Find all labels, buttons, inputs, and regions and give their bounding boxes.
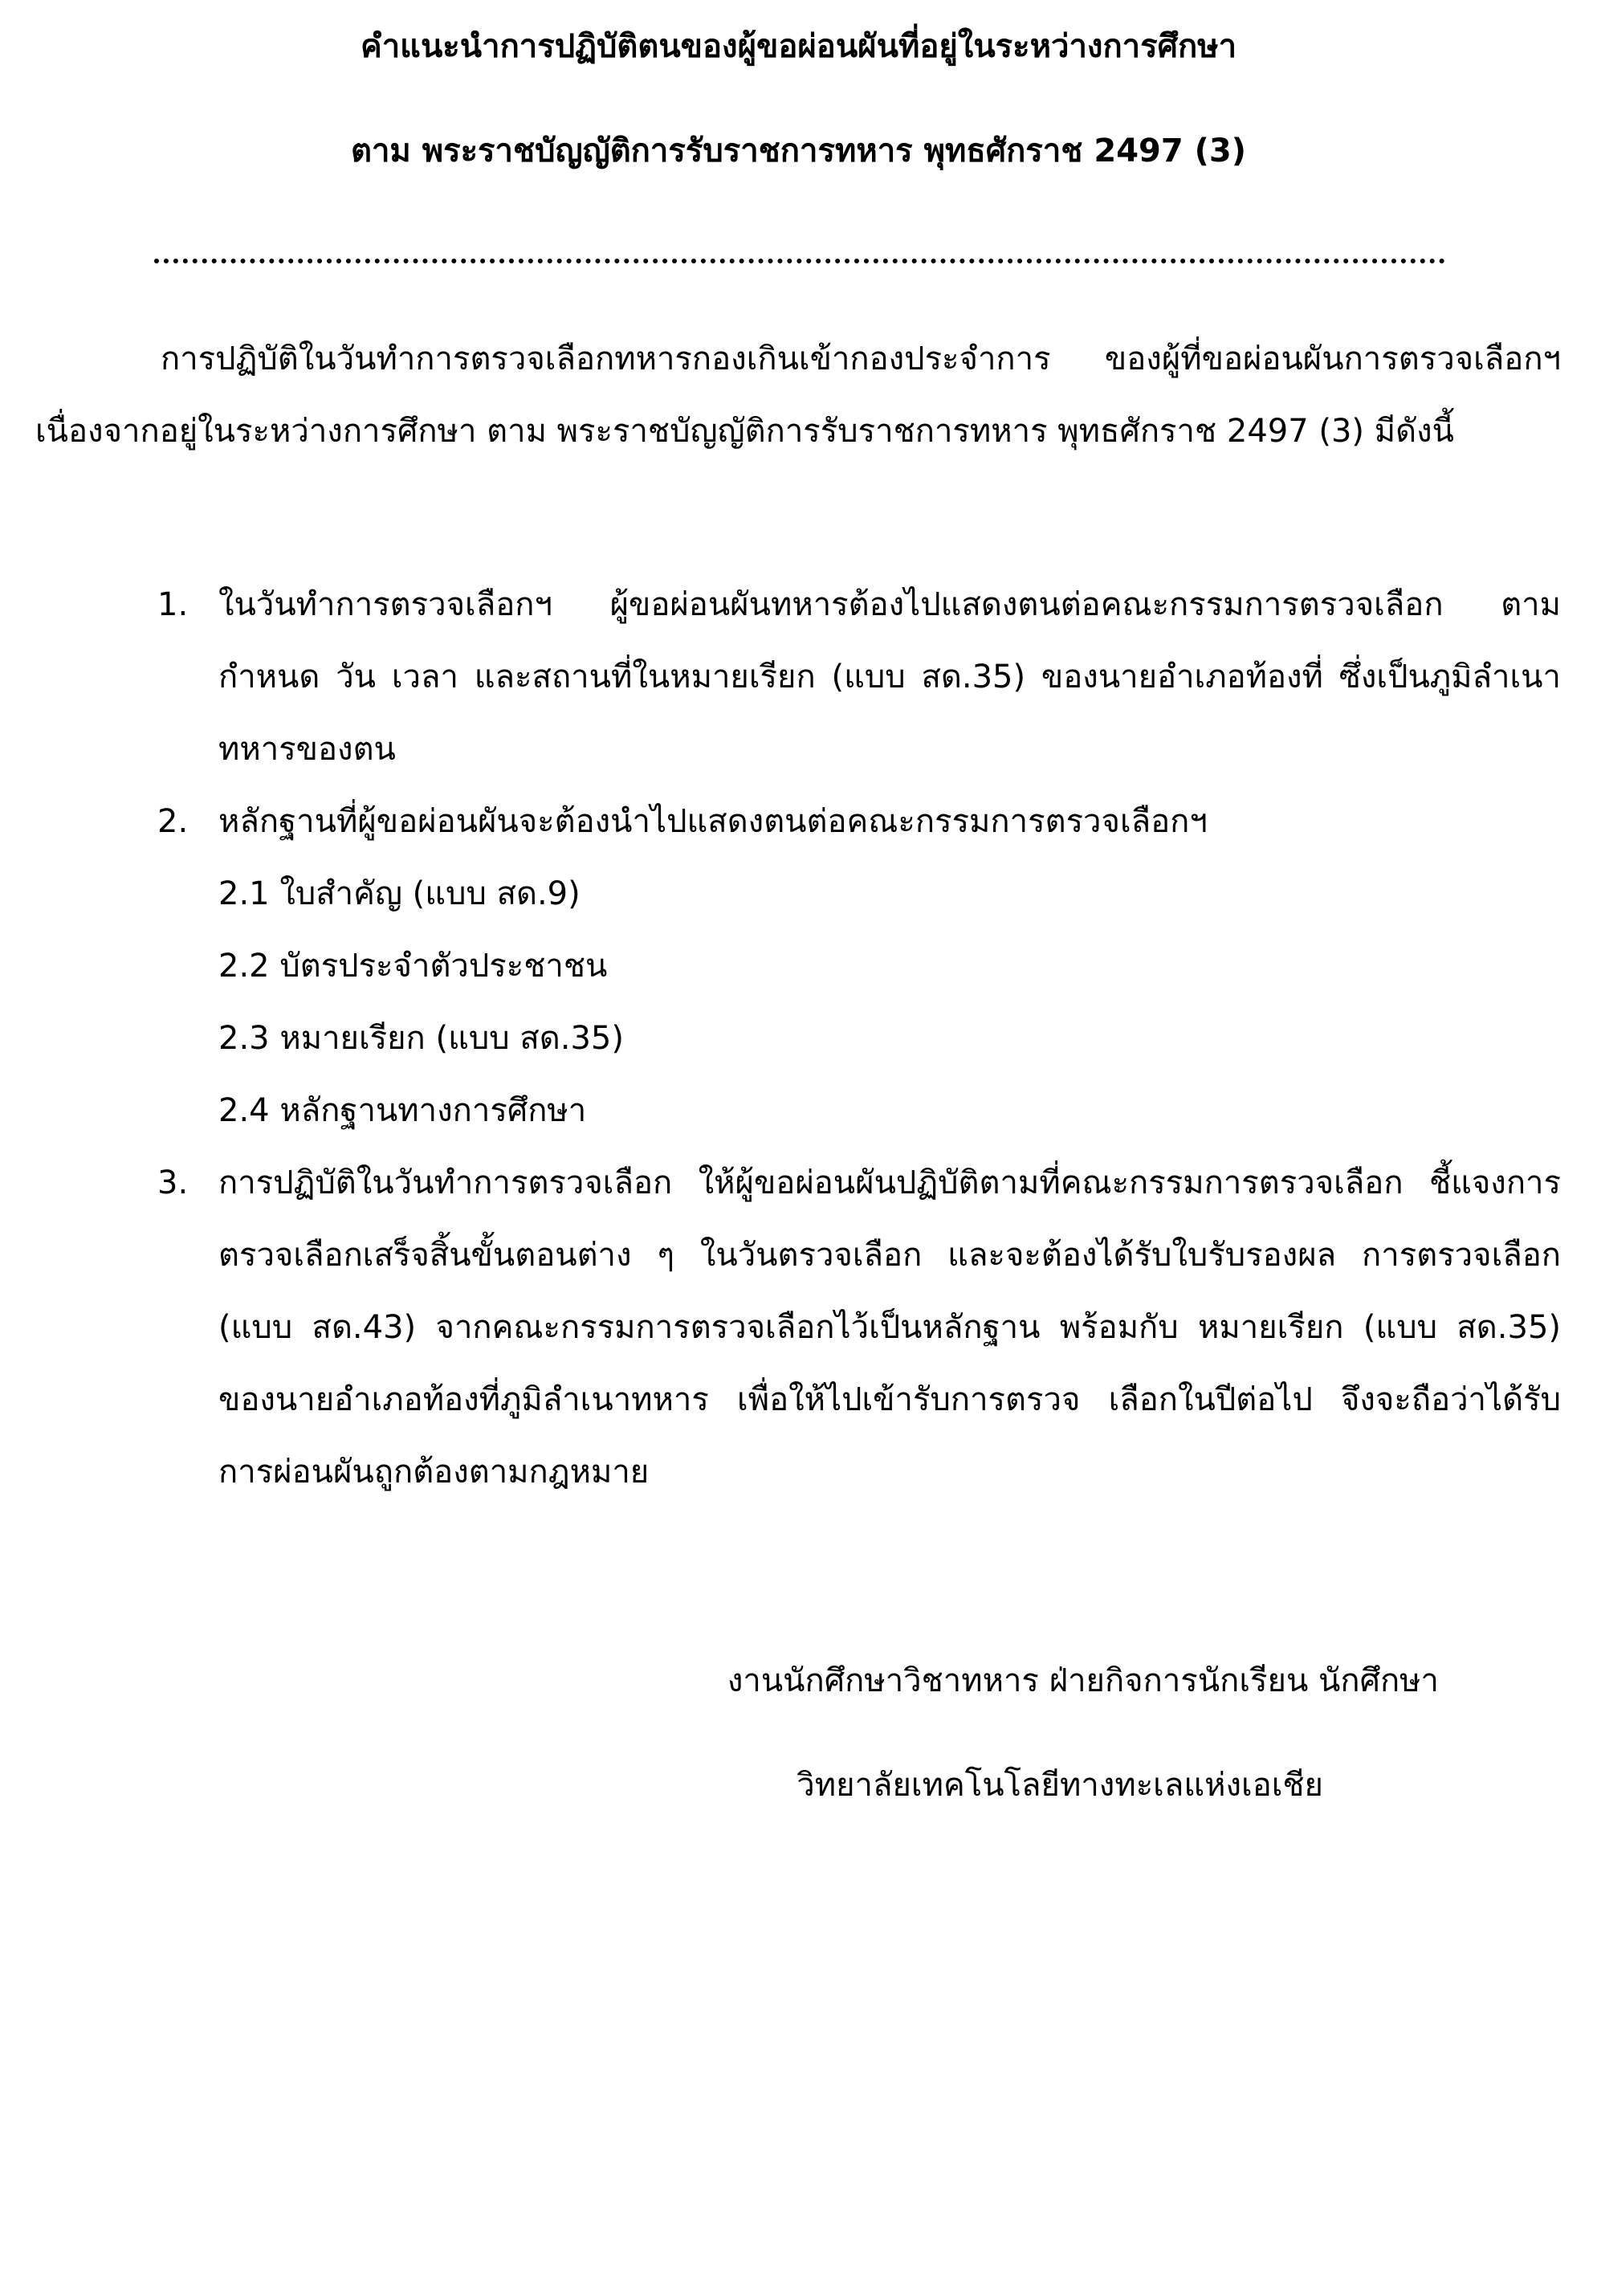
document-title-line-2: ตาม พระราชบัญญัติการรับราชการทหาร พุทธศักราช 2497 (3)	[350, 133, 1247, 169]
sub-item-2-3: 2.3 หมายเรียก (แบบ สด.35)	[218, 1020, 624, 1057]
sub-item-2-1: 2.1 ใบสำคัญ (แบบ สด.9)	[218, 875, 581, 912]
list-item-2	[157, 785, 1561, 858]
intro-paragraph: การปฏิบัติในวันทำการตรวจเลือกทหารกองเกินเข้ากองประจำการ ของผู้ที่ขอผ่อนผันการตรวจเลือกฯ เนื่องจากอยู่ในระหว่างการศึกษา ตาม พระราชบัญญัติการรับราชการทหาร พุทธศักราช 2497 (3) มีดังนี้	[35, 341, 1561, 450]
sub-item-2-4: 2.4 หลักฐานทางการศึกษา	[218, 1092, 587, 1129]
signature-department: งานนักศึกษาวิชาทหาร ฝ่ายกิจการนักเรียน นักศึกษา	[727, 1662, 1439, 1699]
list-item-text: การปฏิบัติในวันทำการตรวจเลือก ให้ผู้ขอผ่อนผันปฏิบัติตามที่คณะกรรมการตรวจเลือก ชี้แจงการตรวจเลือกเสร็จสิ้นขั้นตอนต่าง ๆ ในวันตรวจเลือก และจะต้องได้รับใบรับรองผล การตรวจเลือก (แบบ สด.43) จากคณะกรรมการตรวจเลือกไว้เป็นหลักฐาน พร้อมกับ หมายเรียก (แบบ สด.35) ของนายอำเภอท้องที่ภูมิลำเนาทหาร เพื่อให้ไปเข้ารับการตรวจ เลือกในปีต่อไป จึงจะถือว่าได้รับการผ่อนผันถูกต้องตามกฎหมาย	[218, 1164, 1561, 1491]
signature-institution: วิทยาลัยเทคโนโลยีทางทะเลแห่งเอเชีย	[796, 1767, 1323, 1804]
list-item-1	[157, 569, 1561, 785]
list-item-text: ในวันทำการตรวจเลือกฯ ผู้ขอผ่อนผันทหารต้องไปแสดงตนต่อคณะกรรมการตรวจเลือก ตามกำหนด วัน เวลา และสถานที่ในหมายเรียก (แบบ สด.35) ของนายอำเภอท้องที่ ซึ่งเป็นภูมิลำเนาทหารของตน	[218, 586, 1561, 768]
list-item-3	[157, 1147, 1561, 1508]
dotted-divider	[154, 259, 1445, 263]
list-item-number: 1.	[157, 586, 189, 623]
list-item-number: 2.	[157, 803, 189, 840]
document-title-line-1: คำแนะนำการปฏิบัติตนของผู้ขอผ่อนผันที่อยู่ในระหว่างการศึกษา	[360, 28, 1237, 65]
list-item-number: 3.	[157, 1164, 189, 1201]
sub-item-2-2: 2.2 บัตรประจำตัวประชาชน	[218, 948, 608, 985]
list-item-text: หลักฐานที่ผู้ขอผ่อนผันจะต้องนำไปแสดงตนต่อคณะกรรมการตรวจเลือกฯ	[218, 803, 1208, 840]
